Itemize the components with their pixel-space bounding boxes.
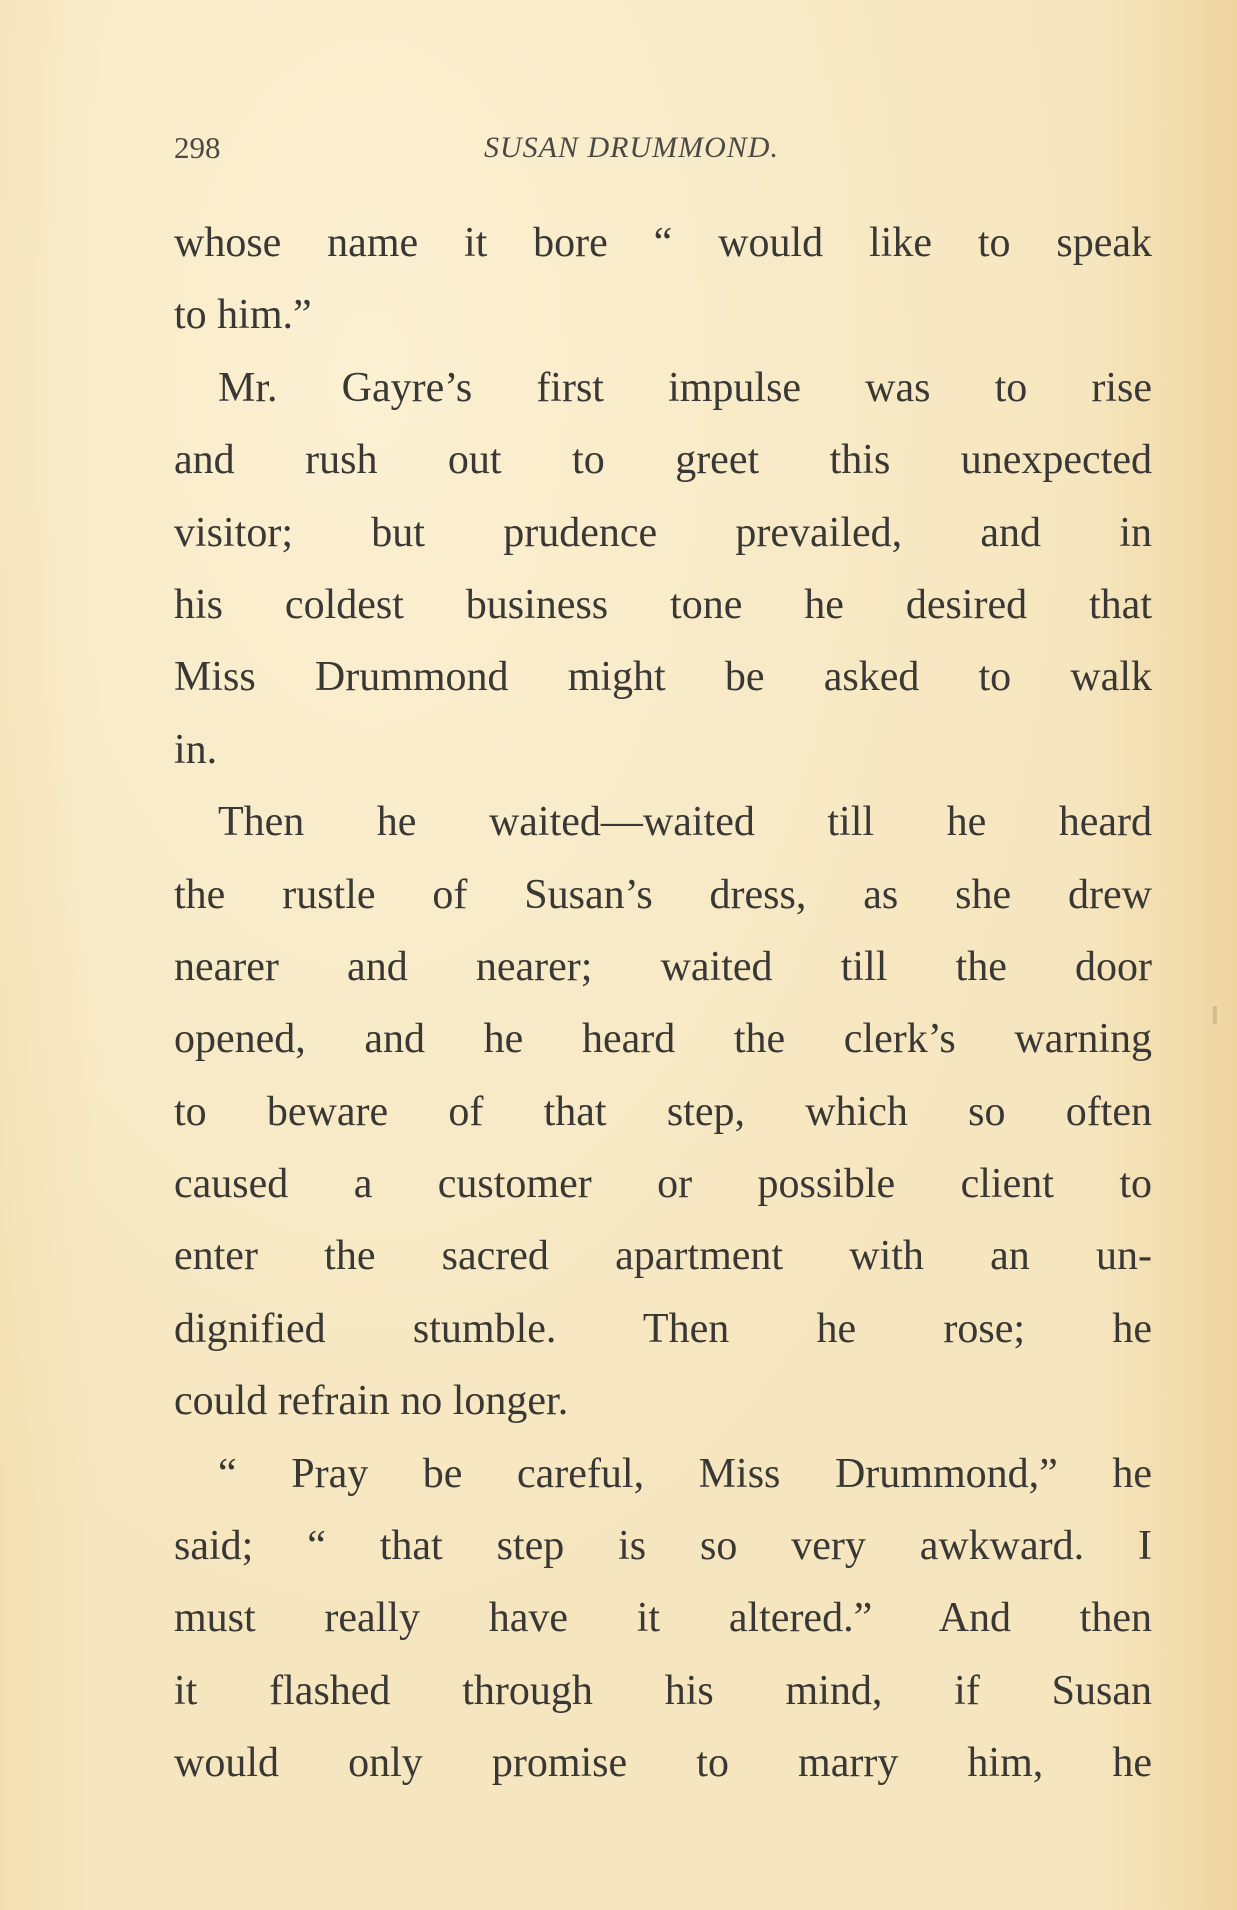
text-line: caused a customer or possible client to <box>174 1161 1152 1208</box>
text-line: his coldest business tone he desired that <box>174 581 1152 628</box>
text-line: the rustle of Susan’s dress, as she drew <box>174 871 1152 918</box>
text-line: visitor; but prudence prevailed, and in <box>174 509 1152 556</box>
text-line: nearer and nearer; waited till the door <box>174 943 1152 990</box>
text-line: to beware of that step, which so often <box>174 1088 1152 1135</box>
text-line: Then he waited—waited till he heard <box>218 799 1152 846</box>
text-line: dignified stumble. Then he rose; he <box>174 1305 1152 1352</box>
text-line: to him.” <box>174 292 312 339</box>
page-number: 298 <box>174 130 221 165</box>
text-line: would only promise to marry him, he <box>174 1740 1152 1787</box>
text-line: “ Pray be careful, Miss Drummond,” he <box>218 1450 1152 1497</box>
text-line: whose name it bore “ would like to speak <box>174 220 1152 266</box>
text-line: it flashed through his mind, if Susan <box>174 1667 1152 1714</box>
text-line: and rush out to greet this unexpected <box>174 437 1152 484</box>
text-line: must really have it altered.” And then <box>174 1595 1152 1642</box>
text-line: Mr. Gayre’s first impulse was to rise <box>218 364 1152 411</box>
body-text <box>174 207 1152 1800</box>
paper-mark <box>1213 1006 1217 1024</box>
text-line: Miss Drummond might be asked to walk <box>174 654 1152 701</box>
text-line: said; “ that step is so very awkward. I <box>174 1523 1152 1570</box>
text-line: could refrain no longer. <box>174 1378 569 1425</box>
text-line: in. <box>174 726 218 773</box>
text-line: enter the sacred apartment with an un- <box>174 1233 1152 1280</box>
running-head: SUSAN DRUMMOND. <box>484 131 779 164</box>
page-header <box>174 128 1154 172</box>
text-line: opened, and he heard the clerk’s warning <box>174 1016 1152 1063</box>
